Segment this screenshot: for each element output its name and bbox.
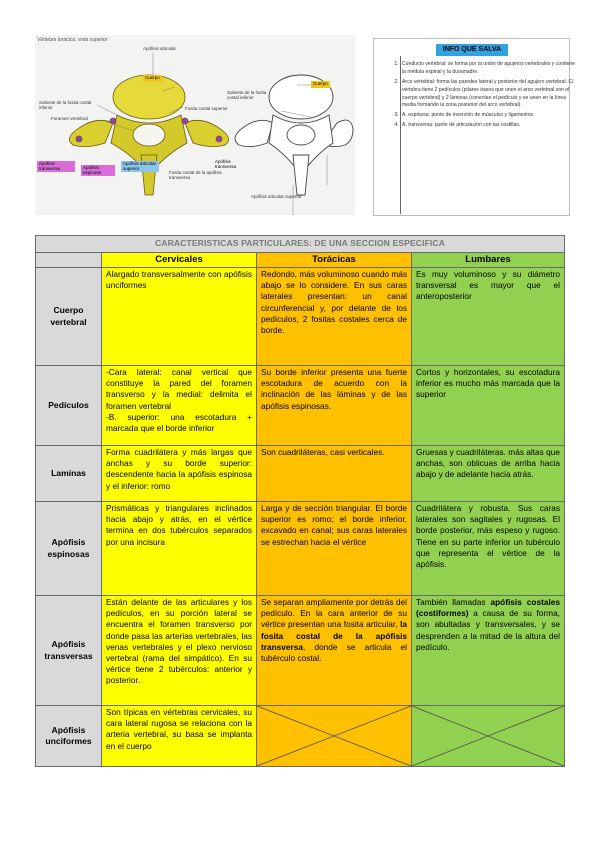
label-apofisis-transversa-left: Apófisis transversa (37, 161, 75, 172)
label-apofisis-articular: Apófisis articular (143, 46, 177, 51)
cell-toracicas: Su borde inferior presenta una fuerte escotadura de acuerdo con la inclinación de las láminas y de las apófisis espinosas. (257, 366, 412, 446)
cell-text-bold: la fosita costal de la apófisis transversa (261, 619, 407, 652)
table-row (36, 366, 565, 446)
label-foramen-vertebral: Foramen vertebral (51, 116, 88, 121)
cell-toracicas (257, 596, 412, 706)
cell-toracicas: Redondo, más voluminoso cuando más abajo se lo considere. En sus caras laterales presentan: un canal circunferencial y, por delante de los pedículos, 2 fositas costales cerca de borde. (257, 268, 412, 366)
row-header: Cuerpo vertebral (36, 268, 102, 366)
label-apofisis-articular-superior: Apófisis articular superior (121, 161, 159, 172)
table-caption: CARACTERISTICAS PARTICULARES: DE UNA SECCION ESPECIFICA (36, 236, 565, 253)
label-cuerpo-right: Cuerpo (313, 81, 328, 86)
info-list (386, 61, 580, 132)
header-cervicales: Cervicales (102, 252, 257, 268)
table-caption-row (36, 236, 565, 253)
header-toracicas: Torácicas (257, 252, 412, 268)
cell-text-bold: apófisis costales (costiformes) (416, 597, 560, 619)
cell-text: , donde se articula el tubérculo costal. (261, 641, 407, 663)
table-row (36, 596, 565, 706)
cell-lumbares: Es muy voluminoso y su diámetro transversal es mayor que el anteroposterior (412, 268, 565, 366)
table-row (36, 706, 565, 767)
label-fosita-costal-transversa: Fosita costal de la apófisis transversa (169, 170, 222, 180)
cell-cervicales: Están delante de las articulares y los pedículos, en su porción lateral se encuentra el foramen transverso por donde pasa las arterias vertebrales, las venas vertebrales y el plexo nervioso vertebral (rama del simpático). En su vértice tiene 2 tubérculos: anterior y posterior. (102, 596, 257, 706)
table-row (36, 502, 565, 596)
cell-lumbares: Gruesas y cuadriláteras. más altas que anchas, son oblicuas de arriba hacia abajo y de adelante hacia atrás. (412, 446, 565, 502)
cell-text: Se separan ampliamente por detrás del pedículo. En la cara anterior de su vértice presentan una fosita articular, (261, 597, 407, 630)
header-blank (36, 252, 102, 268)
cell-toracicas-empty (257, 706, 412, 767)
cell-toracicas: Larga y de sección triangular. El borde superior es romo; el borde inferior, excavado en canal; sus caras laterales se estrechan hacia el vértice (257, 502, 412, 596)
cell-lumbares: Cortos y horizontales, su escotadura inferior es mucho más marcada que la superior (412, 366, 565, 446)
characteristics-table (35, 235, 565, 767)
info-item: 4. A. transversa: punto de articulación con las costillas. (400, 122, 580, 130)
vertebra-illustration (35, 35, 355, 215)
cell-text: a causa de su forma, son abultadas y transversales, y se desprenden a la mitad de la altura del pedículo. (416, 608, 560, 652)
row-header: Apófisis transversas (36, 596, 102, 706)
label-apofisis-articular-superior-right: Apófisis articular superior (251, 194, 302, 199)
label-apofisis-espinosa: Apófisis espinosa (81, 165, 115, 176)
cell-lumbares-empty (412, 706, 565, 767)
row-header: Apófisis espinosas (36, 502, 102, 596)
table-header-row (36, 252, 565, 268)
cell-lumbares: Cuadrilátera y robusta. Sus caras laterales son sagitales y rugosas. El borde posterior, más espeso y rugoso. Tiene en su parte inferior un tubérculo que representa el vértice de la apófisis. (412, 502, 565, 596)
figure-title: Vértebra torácica, vista superior (37, 37, 108, 43)
cell-cervicales: Son típicas en vértebras cervicales, su cara lateral rugosa se relaciona con la arteria vertebral, su basa se implanta en el cuerpo (102, 706, 257, 767)
cell-toracicas: Son cuadriláteras, casi verticales. (257, 446, 412, 502)
cross-mark (412, 706, 564, 766)
cross-mark (257, 706, 411, 766)
info-item: 2. Arco vertebral: forma las paredes lateral y posterior del agujero vertebral. C/ vértebra tiene 2 pedículos (pilares óseos que unen el arco vertebral con el cuerpo vertebral) y 2 láminas (conectan el pedículo y se unen en la línea media formando la zona posterior del arco vertebral). (400, 79, 580, 111)
cell-text: También llamadas (416, 597, 491, 608)
label-cuerpo-left: Cuerpo (145, 75, 160, 80)
info-item: 1. Conducto vertebral: se forma por la unión de agujeros vertebrales y contiene la médula espinal y la duramadre. (400, 61, 580, 77)
header-lumbares: Lumbares (412, 252, 565, 268)
label-soliente-fosita: Soliente de la fosita costal inferior (39, 100, 92, 110)
row-header: Apófisis unciformes (36, 706, 102, 767)
info-box (373, 38, 576, 216)
cell-cervicales: Alargado transversalmente con apófisis unciformes (102, 268, 257, 366)
table-row (36, 446, 565, 502)
label-fosita-costal-superior: Fosita costal superior (185, 106, 228, 111)
row-header: Laminas (36, 446, 102, 502)
info-item: 3. A. espinosa: punto de inserción de músculos y ligamentos. (400, 112, 580, 120)
label-apofisis-transversa-right: Apófisis transversa (213, 159, 251, 170)
cell-cervicales: Prismáticas y triangulares inclinados hacia abajo y atrás, en el vértice termina en dos tubérculos separados por una incisura (102, 502, 257, 596)
cell-cervicales: -Cara lateral: canal vertical que constituye la pared del foramen transverso y la medial: delimita el foramen vertebral -B. superior: una escotadura + marcada que el borde inferior (102, 366, 257, 446)
cell-cervicales: Forma cuadrilátera y más largas que anchas y su borde superior: descendente hacia la apófisis espinosa y el inferior: romo (102, 446, 257, 502)
vertebra-figure (35, 35, 355, 215)
label-soliente-fosita-right: Soliente de la fosita costal inferior (227, 90, 267, 100)
info-title: INFO QUE SALVA (436, 44, 508, 56)
cell-lumbares (412, 596, 565, 706)
table-row (36, 268, 565, 366)
row-header: Pedículos (36, 366, 102, 446)
